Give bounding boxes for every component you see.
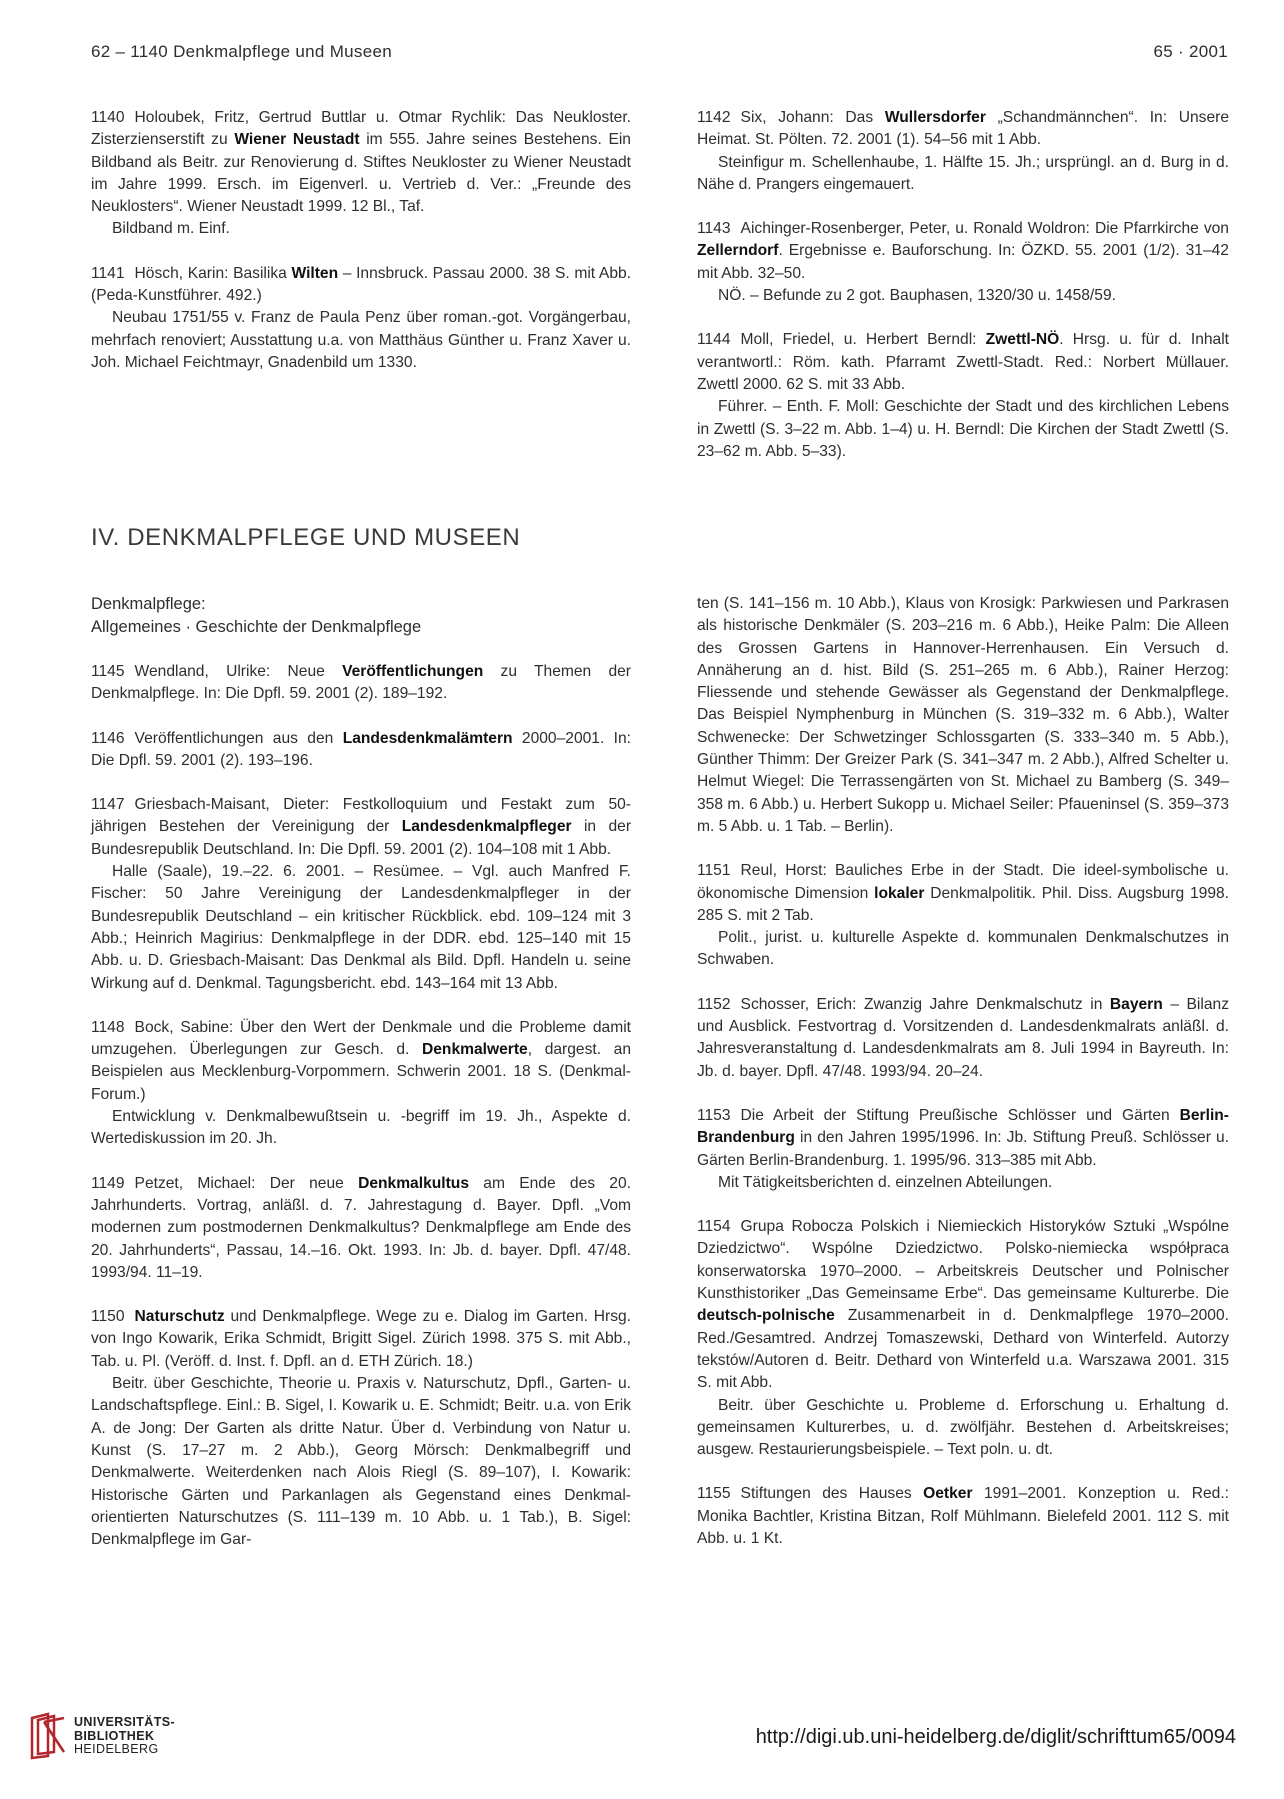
entry-number: 1154 [697, 1218, 731, 1236]
bibliography-entry [697, 1105, 1229, 1194]
entry-keyword: Wiener Neustadt [234, 131, 360, 149]
entry-text: im 555. Jahre seines Bestehens. Ein Bildband als Beitr. zur Renovierung d. Stiftes Neukloster zu Wiener Neustadt im Jahre 1999. Ersch. im Eigenverl. u. Vertrieb d. Ver.: „Freunde des Neuklosters“. Wiener Neustadt 1999. 12 Bl., Taf. [91, 131, 631, 216]
entry-citation [91, 107, 631, 218]
entry-citation [697, 860, 1229, 927]
bibliography-entry [697, 329, 1229, 463]
entry-number: 1148 [91, 1018, 125, 1036]
entry-citation [91, 1017, 631, 1106]
source-url-link[interactable]: http://digi.ub.uni-heidelberg.de/diglit/schrifttum65/0094 [755, 1726, 1236, 1748]
bibliography-entry [697, 1483, 1229, 1550]
footer [0, 1700, 1284, 1799]
library-name [74, 1716, 175, 1757]
entry-number: 1144 [697, 331, 731, 349]
entry-number: 1155 [697, 1485, 731, 1503]
entry-annotation: Bildband m. Einf. [112, 220, 230, 238]
entry-text: Wendland, Ulrike: Neue [134, 663, 343, 680]
entry-text: – Innsbruck. Passau 2000. 38 S. mit Abb. (Peda-Kunstführer. 492.) [91, 264, 632, 305]
entry-annotation: Führer. – Enth. F. Moll: Geschichte der Stadt und des kirchlichen Lebens in Zwettl (S. 3–22 m. Abb. 1–4) u. H. Berndl: Die Kirchen der Stadt Zwettl (S. 23–62 m. Abb. 5–33). [697, 398, 1229, 460]
bibliography-entry [91, 794, 631, 995]
entry-number: 1147 [91, 796, 125, 814]
entry-text: in der Bundesrepublik Deutschland. In: Die Dpfl. 59. 2001 (2). 104–108 mit 1 Abb. [91, 818, 632, 858]
entry-text: Veröffentlichungen aus den [134, 729, 343, 747]
entry-number: 1141 [91, 264, 125, 282]
entry-citation [91, 794, 631, 861]
entry-number: 1142 [697, 109, 731, 126]
running-header-right: 65 · 2001 [1153, 42, 1228, 61]
entry-annotation: Beitr. über Geschichte, Theorie u. Praxis v. Naturschutz, Dpfl., Garten- u. Landschaftspflege. Einl.: B. Sigel, I. Kowarik u. E. Schmidt; Beitr. u.a. von Erik A. de Jong: Der Garten als dritte Natur. Über d. Verbindung von Natur u. Kunst (S. 17–27 m. 2 Abb.), Georg Mörsch: Denkmalbegriff und Denkmalwerte. Weiterdenken nach Alois Riegl (S. 89–107), I. Kowarik: Historische Gärten und Parkanlagen als Gegenstand eines Denkmal-orientierten Naturschutzes (S. 111–139 m. 10 Abb. u. 1 Tab.), B. Sigel: Denkmalpflege im Gar- [91, 1375, 631, 1549]
entry-citation [91, 1306, 631, 1373]
entry-keyword: Bayern [1109, 995, 1163, 1013]
subsection-heading-line2: Allgemeines · Geschichte der Denkmalpflege [91, 618, 422, 636]
entry-number: 1140 [91, 109, 125, 126]
entry-text: Six, Johann: Das [740, 109, 885, 126]
entry-text: . Hrsg. u. für d. Inhalt verantwortl.: Röm. kath. Pfarramt Zwettl-Stadt. Red.: Norbert Müllauer. Zwettl 2000. 62 S. mit 33 Abb. [697, 331, 1230, 393]
bibliography-entry [697, 1216, 1229, 1461]
entry-citation [697, 1105, 1229, 1172]
entry-text: in den Jahren 1995/1996. In: Jb. Stiftung Preuß. Schlösser u. Gärten Berlin-Brandenburg. 1. 1995/96. 313–385 mit Abb. [697, 1129, 1229, 1169]
entry-keyword: Zellerndorf [697, 242, 779, 260]
university-library-logo-icon [28, 1712, 68, 1760]
bibliography-entry [91, 263, 631, 374]
entry-annotation: Neubau 1751/55 v. Franz de Paula Penz über roman.-got. Vorgängerbau, mehrfach renoviert; Ausstattung u.a. von Matthäus Günther u. Franz Xaver u. Joh. Michael Feichtmayr, Gnadenbild um 1330. [91, 309, 631, 371]
running-header-left: 62 – 1140 Denkmalpflege und Museen [91, 42, 392, 61]
library-name-line2: BIBLIOTHEK [74, 1728, 155, 1743]
bottom-left-entries [91, 661, 631, 1551]
entry-annotation: Steinfigur m. Schellenhaube, 1. Hälfte 15. Jh.; ursprüngl. an d. Burg in d. Nähe d. Prangers eingemauert. [697, 153, 1229, 193]
bottom-right-entries [697, 860, 1229, 1550]
entry-text: Moll, Friedel, u. Herbert Berndl: [740, 331, 986, 349]
bibliography-entry [91, 661, 631, 706]
entry-keyword: Landesdenkmalpfleger [401, 818, 572, 836]
entry-text: Die Arbeit der Stiftung Preußische Schlösser und Gärten [740, 1106, 1180, 1124]
entry-citation [91, 263, 631, 308]
entry-text: . Ergebnisse e. Bauforschung. In: ÖZKD. 55. 2001 (1/2). 31–42 mit Abb. 32–50. [697, 242, 1229, 282]
bibliography-entry [91, 107, 631, 241]
entry-text: Denkmalpolitik. Phil. Diss. Augsburg 1998. 285 S. mit 2 Tab. [697, 884, 1230, 924]
entry-citation [91, 1173, 631, 1284]
entry-number: 1145 [91, 663, 125, 680]
bibliography-entry [91, 728, 631, 773]
bibliography-entry [697, 107, 1229, 196]
continued-entry-text [697, 593, 1229, 838]
entry-text: Reul, Horst: Bauliches Erbe in der Stadt. Die ideel-symbolische u. ökonomische Dimension [697, 862, 1229, 902]
entry-citation [697, 107, 1229, 152]
section-title: IV. DENKMALPFLEGE UND MUSEEN [91, 524, 521, 551]
entry-text: Aichinger-Rosenberger, Peter, u. Ronald Woldron: Die Pfarrkirche von [740, 220, 1229, 238]
entry-keyword: Wilten [291, 264, 339, 282]
entry-number: 1152 [697, 995, 731, 1013]
entry-text: Zusammenarbeit in d. Denkmalpflege 1970–2000. Red./Gesamtred. Andrzej Tomaszewski, Dethard von Winterfeld. Autorzy tekstów/Autoren d. Beitr. Dethard von Winterfeld u.a. Warszawa 2001. 315 S. mit Abb. [697, 1307, 1229, 1392]
subsection-heading-line1: Denkmalpflege: [91, 595, 206, 613]
bibliography-entry [697, 218, 1229, 307]
entry-citation [91, 728, 631, 773]
bibliography-entry [697, 994, 1229, 1083]
entry-number: 1149 [91, 1174, 125, 1192]
entry-text: Griesbach-Maisant, Dieter: Festkolloquium und Festakt zum 50-jährigen Bestehen der Vereinigung der [91, 796, 631, 836]
top-left-column [91, 107, 631, 396]
entry-annotation: Beitr. über Geschichte u. Probleme d. Erforschung u. Erhaltung d. gemeinsamen Kulturerbes, u. d. zwölfjähr. Bestehen d. Arbeitskreises; ausgew. Restaurierungsbeispiele. – Text poln. u. dt. [697, 1396, 1229, 1459]
entry-text: Petzet, Michael: Der neue [134, 1174, 359, 1192]
entry-text: , dargest. an Beispielen aus Mecklenburg-Vorpommern. Schwerin 2001. 18 S. (Denkmal-Forum.) [91, 1041, 632, 1103]
entry-text: 2000–2001. In: Die Dpfl. 59. 2001 (2). 193–196. [91, 729, 631, 769]
entry-keyword: Berlin-Brandenburg [697, 1106, 1229, 1147]
bottom-left-column [91, 593, 631, 1573]
entry-citation [697, 994, 1229, 1083]
entry-citation [697, 218, 1229, 285]
bottom-right-column [697, 593, 1229, 1572]
entry-text: Grupa Robocza Polskich i Niemieckich Historyków Sztuki „Wspólne Dziedzictwo“. Wspólne Dziedzictwo. Polsko-niemiecka współpraca konserwatorska 1970–2000. – Arbeitskreis Deutscher und Polnischer Kunsthistoriker „Das Gemeinsame Erbe“. Das gemeinsame Kulturerbe. Die [697, 1218, 1229, 1303]
entry-citation [91, 661, 631, 706]
entry-citation [697, 1483, 1229, 1550]
entry-keyword: Denkmalkultus [358, 1174, 469, 1192]
entry-text: Hösch, Karin: Basilika [134, 264, 292, 282]
continued-entry-paragraph: ten (S. 141–156 m. 10 Abb.), Klaus von Krosigk: Parkwiesen und Parkrasen als historische Denkmäler (S. 203–216 m. 6 Abb.), Heike Palm: Die Alleen des Grossen Gartens in Hannover-Herrenhausen. Ein Versuch d. Annäherung an d. hist. Bild (S. 251–265 m. 6 Abb.), Rainer Herzog: Fliessende und stehende Gewässer als Gegenstand der Denkmalpflege. Das Beispiel Nymphenburg in München (S. 319–332 m. 6 Abb.), Walter Schwenecke: Der Schwetzinger Schlossgarten (S. 333–340 m. 5 Abb.), Günther Thimm: Der Greizer Park (S. 341–347 m. 2 Abb.), Alfred Schelter u. Helmut Wiegel: Die Terrassengärten von St. Michael zu Bamberg (S. 349–358 m. 6 Abb.) u. Herbert Sukopp u. Michael Seiler: Pfaueninsel (S. 359–373 m. 5 Abb. u. 1 Tab. – Berlin). [697, 595, 1229, 835]
entry-annotation: Entwicklung v. Denkmalbewußtsein u. -begriff im 19. Jh., Aspekte d. Wertediskussion im 20. Jh. [91, 1108, 631, 1148]
entry-text: am Ende des 20. Jahrhunderts. Vortrag, anläßl. d. 7. Jahrestagung d. Bayer. Dpfl. „Vom modernen zum postmodernen Denkmalkultus? Denkmalpflege am Ende des 20. Jahrhunderts“, Passau, 14.–16. Okt. 1993. In: Jb. d. bayer. Dpfl. 47/48. 1993/94. 11–19. [91, 1174, 631, 1281]
entry-keyword: deutsch-polnische [697, 1307, 835, 1325]
subsection-heading [91, 593, 631, 639]
entry-annotation: Halle (Saale), 19.–22. 6. 2001. – Resümee. – Vgl. auch Manfred F. Fischer: 50 Jahre Vereinigung der Landesdenkmalpfleger in der Bundesrepublik Deutschland – ein kritischer Rückblick. ebd. 109–124 mit 3 Abb.; Heinrich Magirius: Denkmalpflege in der DDR. ebd. 125–140 mit 15 Abb. u. D. Griesbach-Maisant: Das Denkmal als Bild. Dpfl. Handeln u. seine Wirkung auf d. Denkmal. Tagungsbericht. ebd. 143–164 mit 13 Abb. [91, 863, 631, 992]
entry-keyword: Zwettl-NÖ [985, 331, 1060, 349]
entry-number: 1151 [697, 862, 731, 880]
entry-text: „Schandmännchen“. In: Unsere Heimat. St. Pölten. 72. 2001 (1). 54–56 mit 1 Abb. [697, 109, 1230, 149]
entry-text: zu Themen der Denkmalpflege. In: Die Dpfl. 59. 2001 (2). 189–192. [91, 663, 631, 703]
entry-annotation: Polit., jurist. u. kulturelle Aspekte d. kommunalen Denkmalschutzes in Schwaben. [697, 929, 1229, 969]
entry-keyword: Wullersdorfer [884, 109, 986, 126]
entry-annotation: NÖ. – Befunde zu 2 got. Bauphasen, 1320/30 u. 1458/59. [718, 287, 1116, 305]
entry-text: 1991–2001. Konzeption u. Red.: Monika Bachtler, Kristina Bitzan, Rolf Mühlmann. Bielefeld 2001. 112 S. mit Abb. u. 1 Kt. [697, 1485, 1229, 1547]
entry-keyword: Veröffentlichungen [342, 663, 484, 680]
entry-text: – Bilanz und Ausblick. Festvortrag d. Vorsitzenden d. Landesdenkmalrats anläßl. d. Jahresveranstaltung d. Landesdenkmalrats am 8. Juli 1994 in Bayreuth. In: Jb. d. bayer. Dpfl. 47/48. 1993/94. 20–24. [697, 995, 1229, 1080]
top-right-column [697, 107, 1229, 485]
entry-keyword: lokaler [874, 884, 925, 902]
entry-number: 1153 [697, 1106, 731, 1124]
entry-text: Bock, Sabine: Über den Wert der Denkmale und die Probleme damit umzugehen. Überlegungen zur Gesch. d. [91, 1018, 631, 1059]
entry-citation [697, 1216, 1229, 1394]
entry-citation [697, 329, 1229, 396]
bibliography-entry [91, 1306, 631, 1551]
entry-number: 1150 [91, 1308, 125, 1326]
entry-keyword: Landesdenkmalämtern [342, 729, 513, 747]
entry-text: Schosser, Erich: Zwanzig Jahre Denkmalschutz in [740, 995, 1110, 1013]
entry-text: Holoubek, Fritz, Gertrud Buttlar u. Otmar Rychlik: Das Neukloster. Zisterzienserstift zu [91, 109, 631, 149]
bibliography-entry [697, 860, 1229, 971]
entry-keyword: Denkmalwerte [421, 1041, 528, 1059]
entry-number: 1143 [697, 220, 731, 238]
entry-text: und Denkmalpflege. Wege zu e. Dialog im Garten. Hrsg. von Ingo Kowarik, Erika Schmidt, Brigitt Sigel. Zürich 1998. 375 S. mit Abb., Tab. u. Pl. (Veröff. d. Inst. f. Dpfl. an d. ETH Zürich. 18.) [91, 1308, 631, 1370]
entry-text: Stiftungen des Hauses [740, 1485, 924, 1503]
bibliography-entry [91, 1173, 631, 1284]
bibliography-entry [91, 1017, 631, 1151]
entry-keyword: Oetker [923, 1485, 973, 1503]
library-name-line1: UNIVERSITÄTS- [74, 1715, 176, 1729]
entry-keyword: Naturschutz [134, 1308, 225, 1326]
entry-number: 1146 [91, 729, 125, 747]
library-name-line3: HEIDELBERG [74, 1742, 159, 1756]
entry-annotation: Mit Tätigkeitsberichten d. einzelnen Abteilungen. [718, 1173, 1053, 1191]
